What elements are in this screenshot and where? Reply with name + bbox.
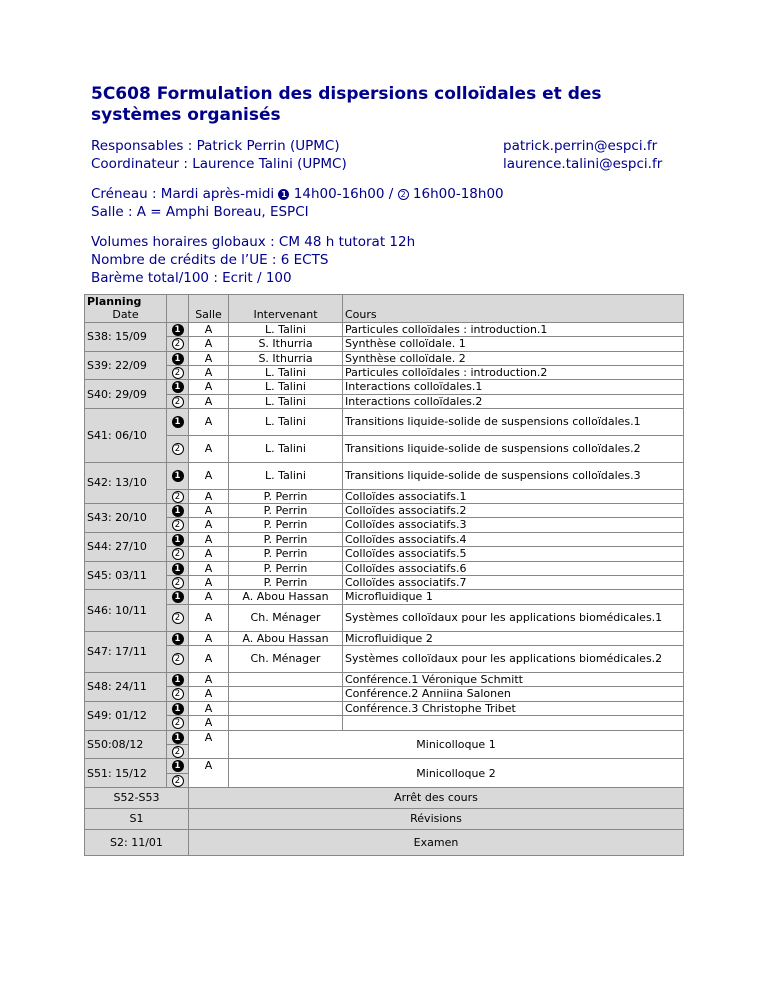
slot-two-icon: 2 — [172, 775, 184, 787]
slot-one-icon: 1 — [172, 505, 184, 517]
slot2-hours: 16h00-18h00 — [412, 186, 504, 202]
intervenant-cell: A. Abou Hassan — [229, 631, 343, 645]
creneau-prefix: Créneau : Mardi après-midi — [91, 186, 275, 202]
planning-table — [84, 294, 684, 856]
slot-cell — [167, 547, 189, 561]
email-block — [503, 137, 663, 173]
table-row — [85, 716, 684, 730]
slot-cell — [167, 631, 189, 645]
cours-cell: Particules colloïdales : introduction.2 — [343, 366, 684, 380]
cours-cell: Colloïdes associatifs.6 — [343, 561, 684, 575]
salle-cell: A — [189, 716, 229, 730]
date-cell: S41: 06/10 — [85, 409, 167, 463]
intervenant-cell: P. Perrin — [229, 547, 343, 561]
slot-one-icon: 1 — [172, 353, 184, 365]
salle-cell: A — [189, 701, 229, 715]
table-row — [85, 701, 684, 715]
slot1-hours: 14h00-16h00 / — [293, 186, 394, 202]
slot-cell — [167, 576, 189, 590]
salle-cell: A — [189, 366, 229, 380]
table-row — [85, 532, 684, 546]
salle-cell: A — [189, 532, 229, 546]
salle-cell: A — [189, 687, 229, 701]
salle-cell: A — [189, 504, 229, 518]
date-cell: S44: 27/10 — [85, 532, 167, 561]
slot-cell — [167, 532, 189, 546]
salle-cell: A — [189, 604, 229, 631]
cours-cell: Colloïdes associatifs.2 — [343, 504, 684, 518]
intervenant-cell: A. Abou Hassan — [229, 590, 343, 604]
slot-cell — [167, 773, 189, 787]
date-cell: S51: 15/12 — [85, 759, 167, 788]
slot-one-icon: 1 — [172, 674, 184, 686]
creneau-line — [91, 185, 504, 203]
slot-cell — [167, 394, 189, 408]
table-row — [85, 489, 684, 503]
cours-cell: Synthèse colloïdale. 1 — [343, 337, 684, 351]
slot-two-icon: 2 — [172, 491, 184, 503]
intervenant-cell: P. Perrin — [229, 576, 343, 590]
intervenant-cell: P. Perrin — [229, 504, 343, 518]
date-cell: S50:08/12 — [85, 730, 167, 759]
intervenant-cell: P. Perrin — [229, 489, 343, 503]
table-row — [85, 631, 684, 645]
slot-cell — [167, 489, 189, 503]
header-date: Date — [112, 308, 139, 322]
email-perrin[interactable]: patrick.perrin@espci.fr — [503, 138, 658, 154]
intervenant-cell: P. Perrin — [229, 532, 343, 546]
intervenant-cell: L. Talini — [229, 380, 343, 394]
cours-cell: Interactions colloïdales.1 — [343, 380, 684, 394]
intervenant-cell: S. Ithurria — [229, 351, 343, 365]
salle-cell: A — [189, 646, 229, 673]
salle-cell: A — [189, 409, 229, 436]
slot-cell — [167, 337, 189, 351]
slot-two-icon: 2 — [172, 396, 184, 408]
intervenant-cell: Ch. Ménager — [229, 604, 343, 631]
table-row — [85, 337, 684, 351]
staff-block — [91, 137, 347, 173]
table-row — [85, 672, 684, 686]
slot-two-icon: 2 — [172, 443, 184, 455]
table-row — [85, 590, 684, 604]
salle-cell: A — [189, 337, 229, 351]
bareme-line: Barème total/100 : Ecrit / 100 — [91, 270, 292, 286]
cours-cell: Transitions liquide-solide de suspensions colloïdales.1 — [343, 409, 684, 436]
intervenant-cell: Ch. Ménager — [229, 646, 343, 673]
date-cell: S39: 22/09 — [85, 351, 167, 380]
slot-cell — [167, 646, 189, 673]
slot-one-icon: 1 — [172, 534, 184, 546]
table-row — [85, 504, 684, 518]
slot-cell — [167, 759, 189, 773]
cours-cell: Systèmes colloïdaux pour les applications biomédicales.1 — [343, 604, 684, 631]
salle-cell: A — [189, 672, 229, 686]
table-row — [85, 380, 684, 394]
salle-cell: A — [189, 561, 229, 575]
salle-cell: A — [189, 576, 229, 590]
date-cell: S45: 03/11 — [85, 561, 167, 590]
salle-line: Salle : A = Amphi Boreau, ESPCI — [91, 204, 309, 220]
intervenant-cell: L. Talini — [229, 409, 343, 436]
date-cell: S40: 29/09 — [85, 380, 167, 409]
course-title: 5C608 Formulation des dispersions colloïdales et des systèmes organisés — [91, 84, 602, 125]
slot-cell — [167, 701, 189, 715]
table-row — [85, 322, 684, 336]
slot-cell — [167, 518, 189, 532]
slot-one-icon: 1 — [278, 189, 289, 200]
cours-cell: Systèmes colloïdaux pour les applications biomédicales.2 — [343, 646, 684, 673]
slot-one-icon: 1 — [172, 760, 184, 772]
slot-cell — [167, 322, 189, 336]
slot-two-icon: 2 — [172, 746, 184, 758]
table-row — [85, 687, 684, 701]
table-row — [85, 351, 684, 365]
table-row — [85, 604, 684, 631]
responsables-line: Responsables : Patrick Perrin (UPMC) — [91, 138, 340, 154]
intervenant-cell: P. Perrin — [229, 518, 343, 532]
minicolloque-cell: Minicolloque 2 — [229, 759, 684, 788]
intervenant-cell — [229, 716, 343, 730]
salle-cell: A — [189, 322, 229, 336]
cours-cell: Microfluidique 2 — [343, 631, 684, 645]
salle-cell: A — [189, 631, 229, 645]
slot-cell — [167, 462, 189, 489]
volumes-line: Volumes horaires globaux : CM 48 h tutorat 12h — [91, 234, 416, 250]
table-row — [85, 576, 684, 590]
intervenant-cell: L. Talini — [229, 394, 343, 408]
status-cell: Examen — [189, 830, 684, 856]
slot-two-icon: 2 — [172, 338, 184, 350]
date-cell: S47: 17/11 — [85, 631, 167, 672]
salle-cell: A — [189, 759, 229, 788]
table-row — [85, 409, 684, 436]
slot-two-icon: 2 — [172, 367, 184, 379]
date-cell: S38: 15/09 — [85, 322, 167, 351]
intervenant-cell: L. Talini — [229, 436, 343, 463]
slot-two-icon: 2 — [172, 519, 184, 531]
email-talini[interactable]: laurence.talini@espci.fr — [503, 156, 663, 172]
intervenant-cell: P. Perrin — [229, 561, 343, 575]
table-row — [85, 788, 684, 809]
slot-two-icon: 2 — [172, 612, 184, 624]
date-cell: S2: 11/01 — [85, 830, 189, 856]
table-row — [85, 462, 684, 489]
slot-cell — [167, 604, 189, 631]
intervenant-cell — [229, 672, 343, 686]
table-row — [85, 809, 684, 830]
slot-one-icon: 1 — [172, 324, 184, 336]
salle-cell: A — [189, 518, 229, 532]
slot-two-icon: 2 — [172, 717, 184, 729]
table-row — [85, 366, 684, 380]
slot-two-icon: 2 — [172, 548, 184, 560]
header-salle: Salle — [189, 295, 229, 323]
cours-cell: Synthèse colloïdale. 2 — [343, 351, 684, 365]
cours-cell: Conférence.1 Véronique Schmitt — [343, 672, 684, 686]
table-row — [85, 730, 684, 744]
slot-cell — [167, 351, 189, 365]
slot-cell — [167, 716, 189, 730]
date-cell: S48: 24/11 — [85, 672, 167, 701]
slot-cell — [167, 436, 189, 463]
slot-one-icon: 1 — [172, 563, 184, 575]
slot-one-icon: 1 — [172, 470, 184, 482]
salle-cell: A — [189, 489, 229, 503]
slot-one-icon: 1 — [172, 732, 184, 744]
slot-cell — [167, 561, 189, 575]
date-cell: S43: 20/10 — [85, 504, 167, 533]
table-row — [85, 646, 684, 673]
slot-two-icon: 2 — [398, 189, 409, 200]
coordinateur-line: Coordinateur : Laurence Talini (UPMC) — [91, 156, 347, 172]
slot-cell — [167, 672, 189, 686]
planning-label: Planning — [87, 295, 142, 308]
slot-one-icon: 1 — [172, 591, 184, 603]
salle-cell: A — [189, 380, 229, 394]
table-row — [85, 561, 684, 575]
table-header-row — [85, 295, 684, 323]
date-cell: S49: 01/12 — [85, 701, 167, 730]
cours-cell: Colloïdes associatifs.7 — [343, 576, 684, 590]
table-row — [85, 547, 684, 561]
intervenant-cell: L. Talini — [229, 322, 343, 336]
intervenant-cell: S. Ithurria — [229, 337, 343, 351]
cours-cell: Transitions liquide-solide de suspensions colloïdales.2 — [343, 436, 684, 463]
salle-cell: A — [189, 351, 229, 365]
cours-cell: Colloïdes associatifs.3 — [343, 518, 684, 532]
salle-cell: A — [189, 547, 229, 561]
salle-cell: A — [189, 436, 229, 463]
minicolloque-cell: Minicolloque 1 — [229, 730, 684, 759]
slot-one-icon: 1 — [172, 416, 184, 428]
slot-cell — [167, 409, 189, 436]
slot-cell — [167, 590, 189, 604]
intervenant-cell — [229, 687, 343, 701]
date-cell: S46: 10/11 — [85, 590, 167, 631]
table-row — [85, 518, 684, 532]
schedule-block — [91, 185, 504, 221]
slot-cell — [167, 504, 189, 518]
cours-cell: Conférence.2 Anniina Salonen — [343, 687, 684, 701]
slot-two-icon: 2 — [172, 688, 184, 700]
table-row — [85, 436, 684, 463]
salle-cell: A — [189, 590, 229, 604]
status-cell: Révisions — [189, 809, 684, 830]
cours-cell: Transitions liquide-solide de suspensions colloïdales.3 — [343, 462, 684, 489]
header-date-cell — [85, 295, 167, 323]
header-cours: Cours — [343, 295, 684, 323]
cours-cell: Microfluidique 1 — [343, 590, 684, 604]
slot-cell — [167, 366, 189, 380]
slot-two-icon: 2 — [172, 577, 184, 589]
cours-cell: Colloïdes associatifs.1 — [343, 489, 684, 503]
date-cell: S52-S53 — [85, 788, 189, 809]
table-row — [85, 830, 684, 856]
credits-line: Nombre de crédits de l’UE : 6 ECTS — [91, 252, 329, 268]
salle-cell: A — [189, 462, 229, 489]
intervenant-cell: L. Talini — [229, 366, 343, 380]
cours-cell — [343, 716, 684, 730]
date-cell: S1 — [85, 809, 189, 830]
table-row — [85, 394, 684, 408]
status-cell: Arrêt des cours — [189, 788, 684, 809]
slot-cell — [167, 744, 189, 758]
cours-cell: Colloïdes associatifs.5 — [343, 547, 684, 561]
salle-cell: A — [189, 730, 229, 759]
slot-cell — [167, 730, 189, 744]
cours-cell: Colloïdes associatifs.4 — [343, 532, 684, 546]
slot-cell — [167, 380, 189, 394]
intervenant-cell: L. Talini — [229, 462, 343, 489]
salle-cell: A — [189, 394, 229, 408]
date-cell: S42: 13/10 — [85, 462, 167, 503]
cours-cell: Interactions colloïdales.2 — [343, 394, 684, 408]
header-intervenant: Intervenant — [229, 295, 343, 323]
volume-block — [91, 233, 415, 287]
slot-two-icon: 2 — [172, 653, 184, 665]
table-row — [85, 759, 684, 773]
intervenant-cell — [229, 701, 343, 715]
slot-cell — [167, 687, 189, 701]
cours-cell: Particules colloïdales : introduction.1 — [343, 322, 684, 336]
cours-cell: Conférence.3 Christophe Tribet — [343, 701, 684, 715]
header-slot-cell — [167, 295, 189, 323]
slot-one-icon: 1 — [172, 633, 184, 645]
slot-one-icon: 1 — [172, 703, 184, 715]
slot-one-icon: 1 — [172, 381, 184, 393]
